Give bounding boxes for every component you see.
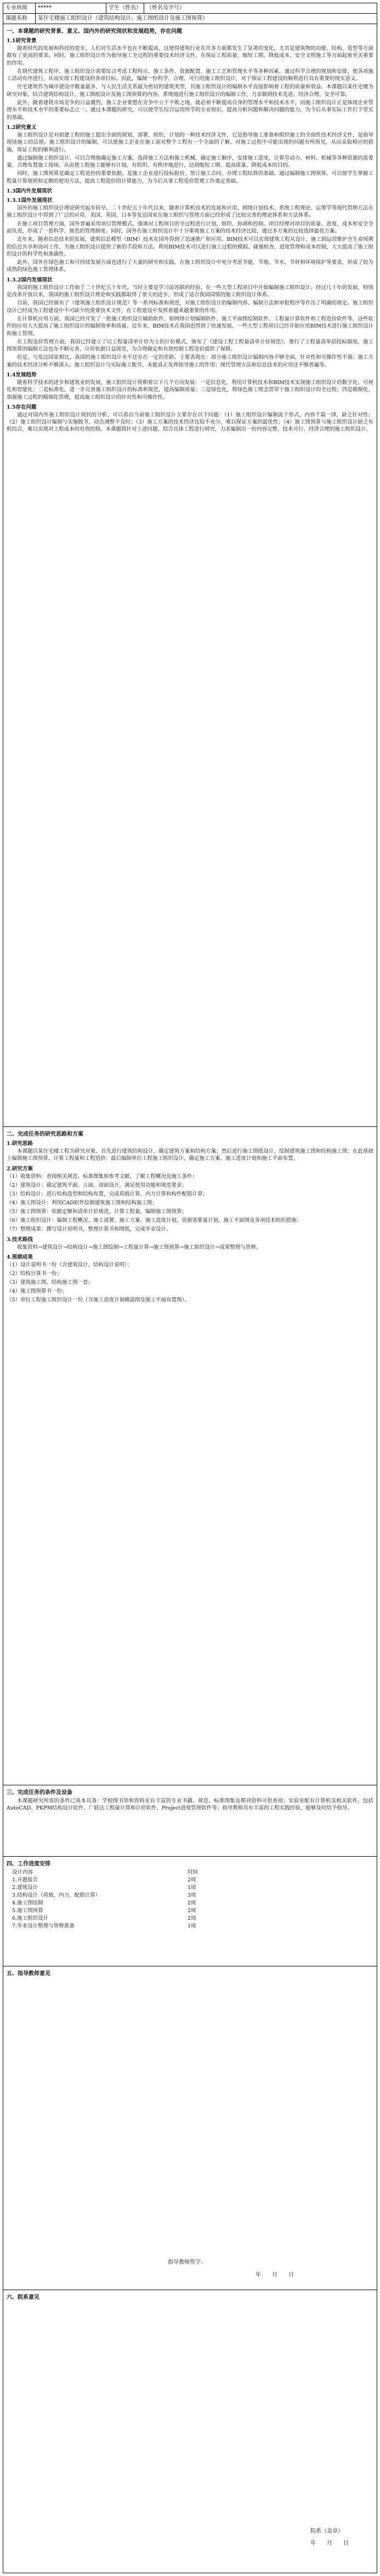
schedule-time: 1周 [188, 1923, 196, 1929]
schedule-time: 时间 [188, 1869, 198, 1875]
subheading: 3.技术路线 [7, 1236, 33, 1243]
list-item: （2）建筑设计：确定建筑平面、立面、剖面设计，满足使用功能和规范要求； [7, 1182, 188, 1188]
schedule-row [12, 1876, 220, 1884]
schedule-time: 1周 [188, 1885, 196, 1891]
subheading: 1.3.2国内发展现状 [7, 277, 53, 283]
schedule-task: 1.开题报告 [12, 1877, 38, 1883]
topic-value: 某住宅楼施工组织设计（建筑结构设计、施工图纸设计及施工图预算） [38, 15, 208, 21]
subheading: 1.3国内外发展现状 [7, 188, 53, 195]
major-label: 专业班级 [3, 3, 36, 13]
paragraph: 随着科学技术的进步和建筑业的发展，施工组织设计将朝着以下几个方向发展：一是信息化，利用计算机技术和BIM技术实现施工组织设计的数字化、可视化和智能化；二是标准化，进一步完善施工组织设计的标准和规范，提高编制质量；三是绿色化，将绿色施工理念贯穿于施工组织设计的全过程；四是精细化，加强施工过程的精细化管理，提高施工组织设计的针对性和可操作性。 [7, 379, 373, 401]
list-item: （2）结构计算书一份； [7, 1270, 63, 1277]
subheading: 4.预期成果 [7, 1254, 33, 1260]
section-title: 三、完成任务的条件及设备 [7, 1790, 72, 1796]
section-title: 二、完成任务的研究思路和方案 [7, 1131, 83, 1137]
section-schedule [3, 1857, 377, 1966]
department-date: 年 月 日 [310, 2540, 349, 2546]
paragraph: 住宅建筑作为城市建设中数量最多、与人民生活关系最为密切的建筑类型，其施工组织设计的编制水平直接影响着工程的质量和效益。本课题以某住宅楼为研究对象，结合建筑结构设计、施工图纸设计及施工图预算的内容，系统地进行施工组织设计的编制工作，力求做到技术先进、经济合理、安全可靠。 [7, 84, 373, 98]
schedule-row [12, 1899, 220, 1907]
schedule-time: 2周 [188, 1908, 196, 1914]
paragraph: 本课题以某住宅楼工程为研究对象，首先进行建筑结构设计，确定建筑方案和结构方案；然后进行施工图纸设计，绘制建筑施工图和结构施工图；在此基础上编制施工图预算，计算工程量和工程造价；最后编制单位工程施工组织设计，确定施工方案、施工进度计划和施工平面布置。 [7, 1148, 373, 1162]
schedule-task: 设计内容 [12, 1869, 33, 1875]
section-approach [3, 1127, 377, 1785]
subheading: 1.4发展趋势 [7, 371, 37, 378]
schedule-time: 2周 [188, 1900, 196, 1906]
schedule-row [12, 1907, 220, 1915]
schedule-task: 6.施工组织设计 [12, 1915, 49, 1921]
paragraph: 通过对国内外施工组织设计现状的分析，可以看出当前施工组织设计主要存在以下问题：（1）施工组织设计编制流于形式，内容千篇一律，缺乏针对性；（2）施工组织设计编制与实施脱节，动态调整不及时；（3）施工方案的技术经济比较不充分，难以保证方案的最优性；（4）施工图预算与施工组织设计缺乏有机结合，难以实现对工程成本的有效控制。本课题将针对上述问题，结合具体工程进行研究，力求编制出一份内容完整、技术可行、经济合理的施工组织设计。 [7, 412, 373, 433]
section-title: 四、工作进度安排 [7, 1861, 50, 1867]
section-title: 六、院系意见 [7, 2295, 39, 2301]
paragraph: 近年来，随着信息技术的发展，建筑信息模型（BIM）技术在国外得到了迅速推广和应用。BIM技术可以实现建筑工程从设计、施工到运营维护全生命周期的信息共享和协同工作，为施工组织设计提供了新的手段和方法。利用BIM技术可以进行施工过程的模拟、碰撞检查、进度管理和成本控制，大大提高了施工组织设计的科学性和准确性。 [7, 236, 373, 257]
major-value: ***** [36, 3, 106, 13]
schedule-time: 3周 [188, 1892, 196, 1898]
schedule-time: 2周 [188, 1915, 196, 1921]
schedule-row [12, 1884, 220, 1892]
list-item: （7）整理成果：撰写设计说明书，整理计算书和图纸，完成毕业设计。 [7, 1226, 172, 1232]
list-item: （1）设计说明书一份（含建筑设计、结构设计说明）； [7, 1261, 133, 1268]
advisor-date: 年 月 日 [256, 2272, 294, 2278]
schedule-task: 3.结构设计（荷载、内力、配筋计算） [12, 1892, 101, 1898]
schedule-time: 2周 [188, 1877, 196, 1883]
list-item: （3）建筑施工图、结构施工图一套； [7, 1279, 94, 1286]
paragraph: 在计算机应用方面，我国已经开发了一批施工组织设计辅助软件，如网络计划编制软件、施工平面图绘制软件、工程量计算软件和工程造价软件等，这些软件的应用大大提高了施工组织设计的编制效率和质量。近年来，BIM技术在我国也得到了快速发展，一些大型工程项目已经开始应用BIM技术进行施工组织设计和施工管理。 [7, 315, 373, 337]
schedule-task: 7.毕业设计整理与答辩准备 [12, 1923, 75, 1929]
list-item: （4）施工图预算书一份； [7, 1288, 67, 1294]
paragraph: 在现代建筑工程中，施工组织设计需要综合考虑工程特点、施工条件、资源配置、施工工艺和管理水平等多种因素，通过科学合理的规划和安排，使各项施工活动有序进行，从而实现工程建设的各项目标。因此，编制一份科学、合理、可行的施工组织设计，对于保证工程建设的顺利进行具有重要的现实意义。 [7, 68, 373, 82]
list-item: （6）施工组织设计：编制工程概况、施工部署、施工方案、施工进度计划、资源需要量计划、施工平面图及各项技术组织措施； [7, 1217, 302, 1224]
schedule-task: 5.施工图预算 [12, 1908, 43, 1914]
schedule-task: 4.施工图绘制 [12, 1900, 43, 1906]
section-department-opinion [3, 2290, 377, 2562]
paragraph: 通过编制施工组织设计，可以合理地确定施工方案，选择施工方法和施工机械，确定施工顺序，安排施工进度，计算劳动力、材料、机械等各种资源的需要量，合理布置施工现场，从而使工程施工能够有计划、有组织、有秩序地进行，达到缩短工期、提高质量、降低成本的目的。 [7, 155, 373, 169]
paragraph: 在施工项目管理方面，国外普遍采用项目管理模式，强调对工程项目的全过程进行计划、组织、协调和控制。项目经理对项目的质量、进度、成本和安全全面负责，形成了一套科学、规范的管理制度。同时，国外在施工组织设计中十分重视施工方案的技术经济比较，通过多方案的比较选择最优方案。 [7, 221, 373, 234]
section-title: 一、本课题的研究背景、意义、国内外的研究现状和发展趋势，存在问题 [7, 29, 182, 35]
paragraph: 本课题研究所需的条件已基本具备：学校图书馆和资料室有丰富的专业书籍、规范、标准图集及期刊资料可供查阅；实验室配有计算机及相关软件，包括AutoCAD、PKPM结构设计软件、广联达工程量计算和计价软件、Project进度管理软件等；指导教师具有丰富的工程实践经验，能够及时给予指导。 [7, 1798, 373, 1812]
paragraph: 施工组织设计是对拟建工程的施工提出全面的规划、部署、组织、计划的一种技术经济文件，它是指导施工准备和组织施工的全面性技术经济文件，是指导现场施工的法规。施工组织设计的编制，可以使施工企业在施工前对整个工程有一个全面的了解，对施工过程中可能出现的问题有所预见，从而采取相应的措施，保证工程的顺利进行。 [7, 132, 373, 153]
subheading: 1.2研究意义 [7, 124, 37, 131]
student-value: （姓名及学号） [146, 5, 185, 11]
paragraph: 随着时代的发展和科技的进步，人们对生活水平也在不断提高，这使得建筑行业在许多方面都发生了显著的变化，尤其是建筑物的功能、结构、造型等方面都有了更高的要求。同时，施工组织设计作为指导施工全过程的重要技术经济文件，在保证工程质量、缩短工期、降低成本、安全文明施工等方面起着至关重要的作用。 [7, 46, 373, 66]
paragraph: 目前，我国已经颁布了《建筑施工组织设计规范》等一系列标准和规范，对施工组织设计的编制内容、编制方法和审批程序等作出了明确的规定。施工组织设计已经成为工程建设中不可缺少的重要技术文件，在工程建设中发挥着越来越重要的作用。 [7, 300, 373, 314]
subheading: 2.研究方案 [7, 1165, 33, 1172]
section-background [3, 24, 377, 1127]
subheading: 1.3.1国外发展现状 [7, 198, 53, 204]
list-item: （4）施工图设计：利用CAD软件绘制建筑施工图和结构施工图； [7, 1199, 157, 1206]
list-item: （5）单位工程施工组织设计一份（含施工进度计划横道图及施工平面布置图）。 [7, 1297, 190, 1303]
paragraph: 此外，国外在绿色施工和可持续发展方面也进行了大量的研究和实践，在施工组织设计中充分考虑节能、节地、节水、节材和环境保护等要求，形成了较为成熟的绿色施工管理体系。 [7, 260, 373, 273]
schedule-row [12, 1892, 220, 1899]
paragraph: 但是，与发达国家相比，我国的施工组织设计水平还存在一定的差距。主要表现在：部分施工组织设计编制内容不够全面，针对性和可操作性不强；施工方案的技术经济分析不够深入；施工组织设计与实际施工脱节，未能真正发挥指导施工的作用；现代管理方法和信息技术的应用还不够普遍等。 [7, 354, 373, 368]
paragraph: 我国的施工组织设计工作始于二十世纪五十年代，当时主要是学习前苏联的经验，在一些大型工程项目中开始编制施工组织设计。经过几十年的发展，特别是改革开放以来，我国的施工组织设计理论和实践都取得了很大的进步，形成了适合我国国情的施工组织设计体系。 [7, 284, 373, 298]
paragraph: 收集资料→建筑设计→结构设计→施工图绘制→工程量计算→施工图预算→施工组织设计→成果整理与答辩。 [17, 1244, 262, 1250]
section-advisor-opinion [3, 1966, 377, 2290]
paragraph: 国外的施工组织设计理论研究起步较早，二十世纪五十年代以来，随着计算机技术的发展和应用，网络计划技术、系统工程理论、运筹学等现代管理方法在施工组织设计中得到了广泛的应用。美国、英国、日本等发达国家在施工组织与管理方面已经形成了比较完善的理论体系和方法体系。 [7, 205, 373, 219]
subheading: 1.1研究背景 [7, 38, 37, 44]
list-item: （3）结构设计：进行结构选型和结构布置，完成荷载计算、内力计算和构件配筋计算； [7, 1191, 208, 1197]
header-row-2 [3, 14, 377, 24]
department-stamp-label: 院系（盖章） [310, 2528, 343, 2534]
schedule-task: 2.建筑设计 [12, 1885, 38, 1891]
paragraph: 同时，施工图预算是确定工程造价的重要依据，是施工企业进行投标报价、签订施工合同、办理工程结算的基础。通过编制施工图预算，可以使学生掌握工程量计算规则和定额的使用方法，提高工程造价的计算能力，为今后从事工程造价管理工作奠定基础。 [7, 171, 373, 184]
report-sheet [3, 3, 377, 2573]
section-conditions [3, 1785, 377, 1857]
student-label: 学生（姓名） [106, 3, 144, 13]
list-item: （1）收集资料：查阅相关规范、标准图集和参考文献，了解工程概况及施工条件； [7, 1173, 198, 1180]
list-item: （5）施工图预算：依据定额和清单计价规范，计算工程量，编制施工图预算； [7, 1208, 188, 1215]
subheading: 1.5存在问题 [7, 404, 37, 410]
advisor-signature-label: 指导教师签字： [168, 2259, 206, 2265]
schedule-row [12, 1923, 220, 1930]
topic-label: 课题名称 [3, 14, 36, 24]
schedule-row [12, 1869, 220, 1876]
header-row-1 [3, 3, 377, 14]
subheading: 1.研究思路 [7, 1141, 33, 1147]
section-title: 五、指导教师意见 [7, 1971, 50, 1977]
paragraph: 此外，随着建筑市场竞争的日益激烈，施工企业要想在竞争中立于不败之地，就必须不断提高自身的管理水平和技术水平，而施工组织设计正是体现企业管理水平和技术水平的重要标志之一。通过本课题的研究，可以使学生综合运用所学的专业知识，提高分析问题和解决问题的能力，为今后从事实际工作打下坚实的基础。 [7, 100, 373, 121]
paragraph: 在工程造价管理方面，我国已经建立了以工程量清单计价为主的计价模式，颁布了《建设工程工程量清单计价规范》，推行了工程量清单招投标制度。施工图预算的编制方法也在不断完善，计价依据日益规范，为合理确定和有效控制工程造价提供了保障。 [7, 339, 373, 353]
schedule-row [12, 1915, 220, 1923]
